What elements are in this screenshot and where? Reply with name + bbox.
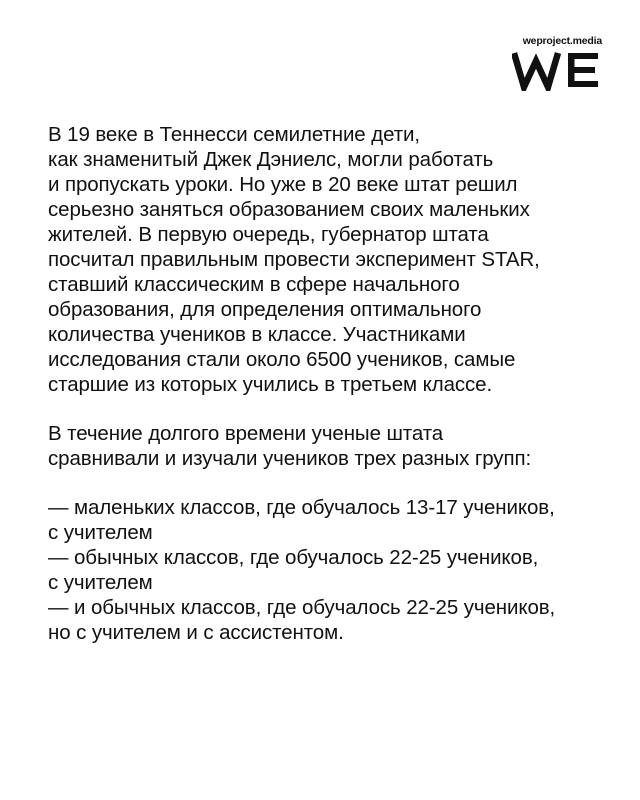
- list-line: — обычных классов, где обучалось 22-25 учеников,: [48, 546, 539, 569]
- paragraph-gap: [48, 471, 603, 495]
- we-logo-icon: [512, 49, 602, 91]
- text-line: ставший классическим в сфере начального: [48, 273, 460, 296]
- paragraph-groups-intro: [48, 421, 603, 471]
- text-line: посчитал правильным провести эксперимент STAR,: [48, 248, 540, 271]
- list-line: но с учителем и с ассистентом.: [48, 621, 344, 644]
- text-line: образования, для определения оптимального: [48, 298, 482, 321]
- paragraph-intro: [48, 122, 603, 397]
- text-line: серьезно заняться образованием своих маленьких: [48, 198, 530, 221]
- paragraph-groups-list: [48, 495, 603, 645]
- text-line: и пропускать уроки. Но уже в 20 веке штат решил: [48, 173, 518, 196]
- paragraph-gap: [48, 397, 603, 421]
- brand-site-url: weproject.media: [522, 35, 602, 47]
- text-line: исследования стали около 6500 учеников, самые: [48, 348, 516, 371]
- text-line: старшие из которых учились в третьем классе.: [48, 373, 493, 396]
- list-line: — маленьких классов, где обучалось 13-17 учеников,: [48, 496, 555, 519]
- brand-header: [512, 36, 602, 91]
- text-line: количества учеников в классе. Участниками: [48, 323, 466, 346]
- text-line: сравнивали и изучали учеников трех разных групп:: [48, 447, 532, 470]
- text-line: В течение долгого времени ученые штата: [48, 422, 444, 445]
- text-line: как знаменитый Джек Дэниелс, могли работать: [48, 148, 494, 171]
- text-line: В 19 веке в Теннесси семилетние дети,: [48, 123, 420, 146]
- list-line: — и обычных классов, где обучалось 22-25 учеников,: [48, 596, 556, 619]
- list-line: с учителем: [48, 521, 153, 544]
- text-line: жителей. В первую очередь, губернатор штата: [48, 223, 489, 246]
- article-body: [48, 122, 603, 645]
- list-line: с учителем: [48, 571, 153, 594]
